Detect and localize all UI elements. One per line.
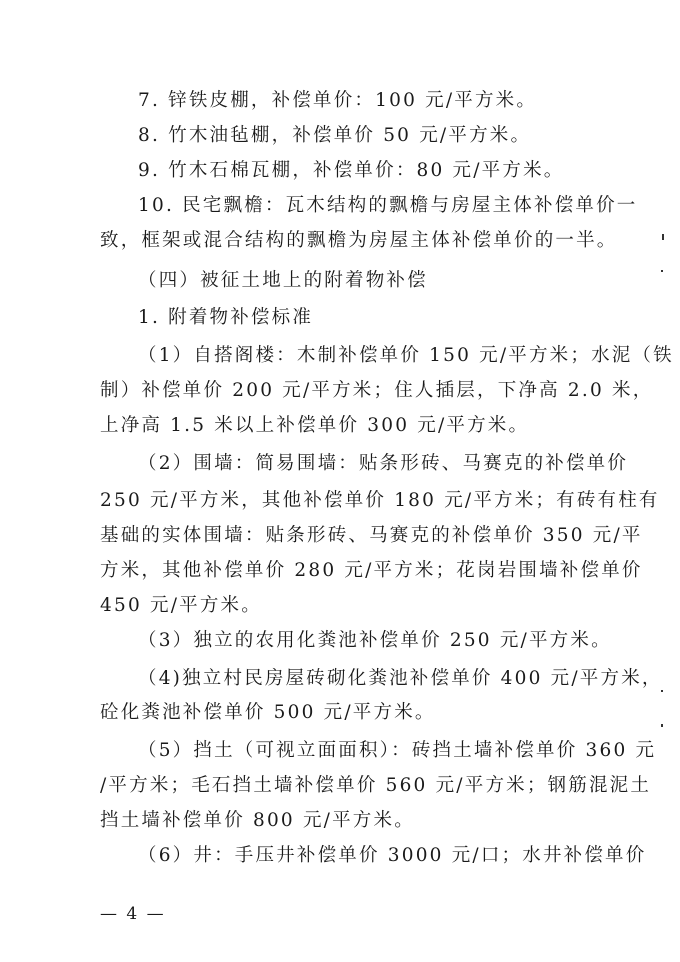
text-line: （4)独立村民房屋砖砌化粪池补偿单价 400 元/平方米， [138, 668, 663, 689]
subsection-heading: 1. 附着物补偿标准 [138, 307, 314, 328]
text-line: 砼化粪池补偿单价 500 元/平方米。 [100, 702, 436, 723]
text-line: 450 元/平方米。 [100, 595, 262, 616]
text-line: （5）挡土（可视立面面积）：砖挡土墙补偿单价 360 元 [138, 740, 657, 761]
text-line: 致，框架或混合结构的飘檐为房屋主体补偿单价的一半。 [100, 230, 618, 251]
text-line: （2）围墙：简易围墙：贴条形砖、马赛克的补偿单价 [138, 453, 629, 474]
text-line: （3）独立的农用化粪池补偿单价 250 元/平方米。 [138, 630, 612, 651]
text-line: 7. 锌铁皮棚，补偿单价：100 元/平方米。 [138, 90, 538, 111]
section-heading: （四）被征土地上的附着物补偿 [138, 270, 428, 291]
scan-artifact [661, 690, 663, 692]
text-line: 制）补偿单价 200 元/平方米；住人插层，下净高 2.0 米， [100, 380, 654, 401]
scan-artifact [661, 270, 663, 272]
scan-artifact [661, 724, 663, 727]
text-line: 250 元/平方米，其他补偿单价 180 元/平方米；有砖有柱有 [100, 490, 660, 511]
text-line: 基础的实体围墙：贴条形砖、马赛克的补偿单价 350 元/平 [100, 525, 643, 546]
text-line: （6）井：手压井补偿单价 3000 元/口；水井补偿单价 [138, 845, 647, 866]
text-line: 挡土墙补偿单价 800 元/平方米。 [100, 810, 415, 831]
scan-artifact [662, 234, 664, 240]
text-line: 8. 竹木油毡棚，补偿单价 50 元/平方米。 [138, 125, 532, 146]
page-number: — 4 — [100, 904, 166, 924]
text-line: （1）自搭阁楼：木制补偿单价 150 元/平方米；水泥（铁 [138, 345, 674, 366]
text-line: 10. 民宅飘檐：瓦木结构的飘檐与房屋主体补偿单价一 [138, 195, 638, 216]
text-line: 上净高 1.5 米以上补偿单价 300 元/平方米。 [100, 415, 530, 436]
text-line: 9. 竹木石棉瓦棚，补偿单价：80 元/平方米。 [138, 160, 565, 181]
text-line: /平方米；毛石挡土墙补偿单价 560 元/平方米；钢筋混泥土 [100, 775, 652, 796]
text-line: 方米，其他补偿单价 280 元/平方米；花岗岩围墙补偿单价 [100, 560, 643, 581]
